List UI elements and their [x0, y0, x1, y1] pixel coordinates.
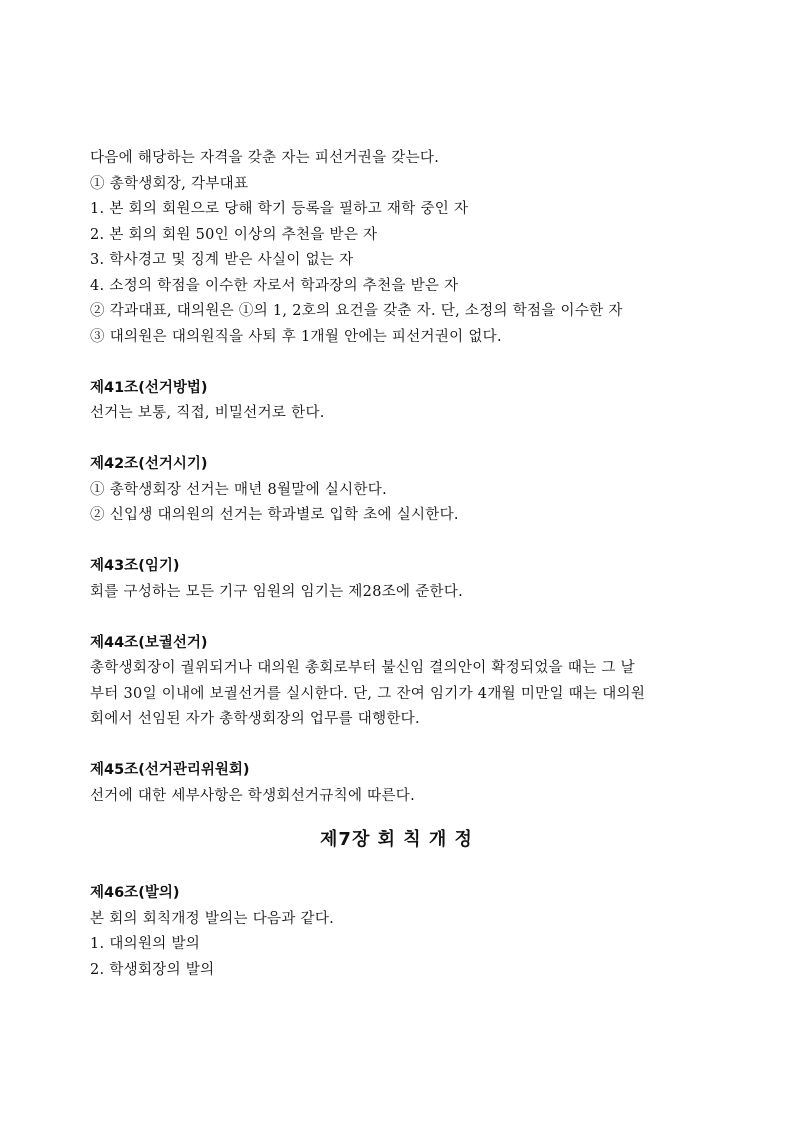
eligibility-item: ③ 대의원은 대의원직을 사퇴 후 1개월 안에는 피선거권이 없다. — [90, 328, 502, 345]
article-42 — [90, 452, 710, 529]
eligibility-item: ② 각과대표, 대의원은 ①의 1, 2호의 요건을 갖춘 자. 단, 소정의 학점을 이수한 자 — [90, 303, 623, 319]
eligibility-item: ① 총학생회장, 각부대표 — [90, 175, 249, 192]
article-46 — [90, 881, 710, 983]
eligibility-item: 3. 학사경고 및 징계 받은 사실이 없는 자 — [90, 252, 354, 268]
eligibility-section — [90, 146, 710, 350]
article-title: 제45조(선거관리위원회) — [90, 762, 250, 778]
article-44 — [90, 631, 710, 733]
eligibility-item: 1. 본 회의 회원으로 당해 학기 등록을 필하고 재학 중인 자 — [90, 201, 469, 217]
article-text: 선거에 대한 세부사항은 학생회선거규칙에 따른다. — [90, 787, 415, 804]
article-text: 본 회의 회칙개정 발의는 다음과 같다. — [90, 910, 335, 927]
article-title: 제46조(발의) — [90, 885, 180, 901]
article-title: 제41조(선거방법) — [90, 379, 208, 396]
article-title: 제43조(임기) — [90, 558, 180, 574]
article-text: 1. 대의원의 발의 — [90, 936, 201, 952]
article-text: 2. 학생회장의 발의 — [90, 961, 215, 978]
eligibility-lead: 다음에 해당하는 자격을 갖춘 자는 피선거권을 갖는다. — [90, 150, 440, 166]
article-43 — [90, 554, 710, 605]
article-text: 회를 구성하는 모든 기구 임원의 임기는 제28조에 준한다. — [90, 583, 464, 600]
eligibility-item: 4. 소정의 학점을 이수한 자로서 학과장의 추천을 받은 자 — [90, 277, 459, 294]
article-title: 제44조(보궐선거) — [90, 634, 208, 651]
eligibility-item: 2. 본 회의 회원 50인 이상의 추천을 받은 자 — [90, 226, 378, 243]
article-text: ① 총학생회장 선거는 매년 8월말에 실시한다. — [90, 481, 387, 498]
chapter-title: 제7장 회 칙 개 정 — [320, 829, 473, 850]
article-title: 제42조(선거시기) — [90, 456, 208, 472]
article-text: 선거는 보통, 직접, 비밀선거로 한다. — [90, 405, 325, 421]
document-page — [90, 146, 710, 983]
article-text: 부터 30일 이내에 보궐선거를 실시한다. 단, 그 잔여 임기가 4개월 미만일 때는 대의원 — [90, 685, 646, 702]
article-text: 회에서 선임된 자가 총학생회장의 업무를 대행한다. — [90, 711, 420, 727]
article-45 — [90, 758, 710, 809]
article-text: 총학생회장이 궐위되거나 대의원 총회로부터 불신임 결의안이 확정되었을 때는 그 날 — [90, 660, 635, 676]
article-41 — [90, 376, 710, 427]
article-text: ② 신입생 대의원의 선거는 학과별로 입학 초에 실시한다. — [90, 507, 459, 523]
